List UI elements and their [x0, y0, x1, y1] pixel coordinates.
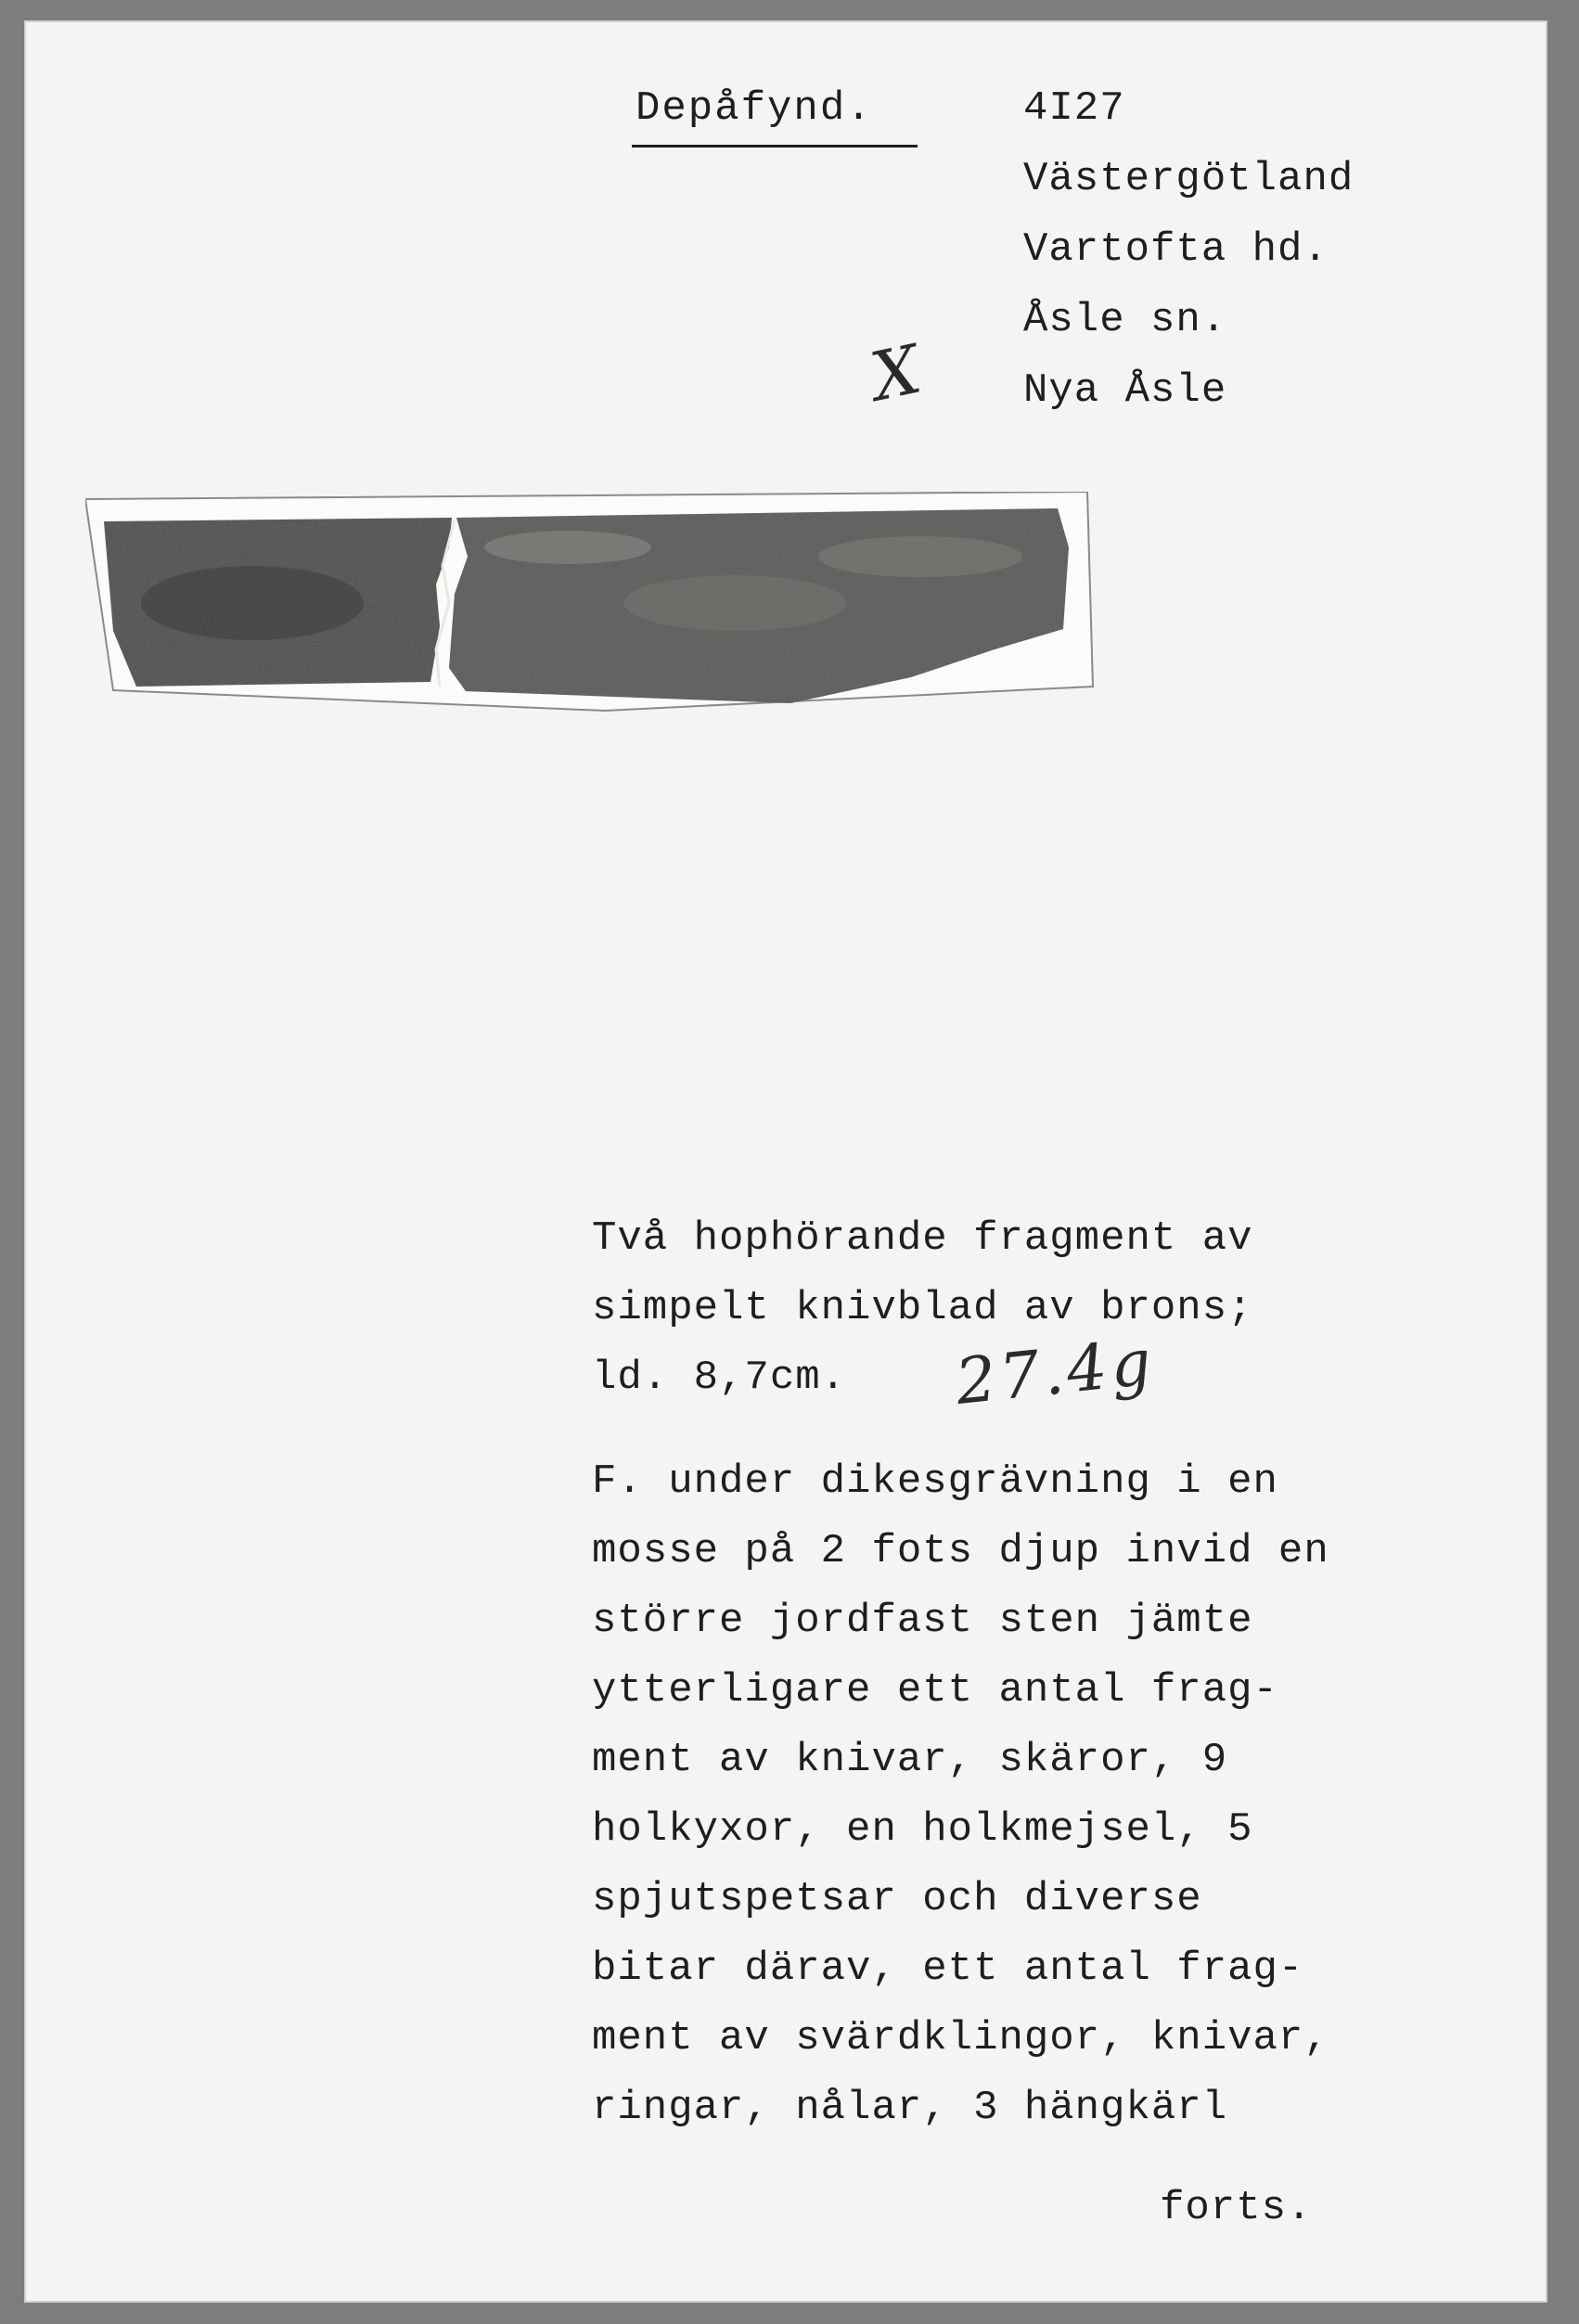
find-text-line-5: ment av knivar, skäror, 9 — [592, 1737, 1228, 1783]
location-province: Västergötland — [1023, 156, 1354, 202]
description-line-1: Två hophörande fragment av — [592, 1215, 1253, 1262]
find-text-line-3: större jordfast sten jämte — [592, 1598, 1253, 1644]
title-underline — [632, 145, 918, 148]
find-text-line-7: spjutspetsar och diverse — [592, 1876, 1202, 1922]
handwritten-x-mark: X — [864, 329, 928, 417]
description-line-2: simpelt knivblad av brons; — [592, 1285, 1253, 1331]
find-text-line-8: bitar därav, ett antal frag- — [592, 1945, 1304, 1992]
description-line-3: ld. 8,7cm. — [592, 1355, 847, 1401]
catalog-number: 4I27 — [1023, 85, 1125, 132]
find-text-line-10: ringar, nålar, 3 hängkärl — [592, 2085, 1228, 2131]
card-title: Depåfynd. — [635, 85, 873, 132]
find-text-line-4: ytterligare ett antal frag- — [592, 1667, 1278, 1714]
find-text-line-6: holkyxor, en holkmejsel, 5 — [592, 1806, 1253, 1853]
continued-note: forts. — [1160, 2185, 1313, 2231]
knife-blade-photo — [85, 492, 1097, 714]
location-district: Vartofta hd. — [1023, 226, 1329, 273]
find-text-line-9: ment av svärdklingor, knivar, — [592, 2015, 1329, 2061]
find-text-line-1: F. under dikesgrävning i en — [592, 1458, 1278, 1505]
find-text-line-2: mosse på 2 fots djup invid en — [592, 1528, 1329, 1574]
location-parish: Åsle sn. — [1023, 297, 1227, 343]
location-site: Nya Åsle — [1023, 367, 1227, 414]
handwritten-weight-note: 27.4g — [952, 1325, 1159, 1420]
